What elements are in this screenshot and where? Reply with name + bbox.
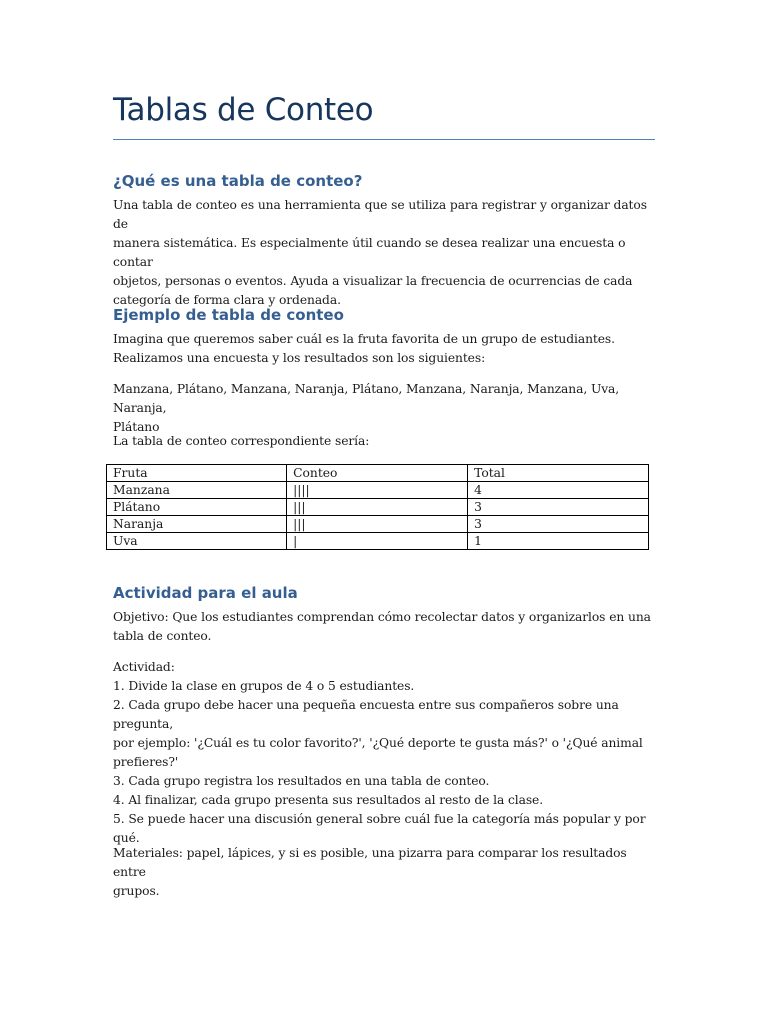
table-row xyxy=(107,516,649,533)
header-cell-conteo: Conteo xyxy=(287,465,468,482)
text-line: Imagina que queremos saber cuál es la fruta favorita de un grupo de estudiantes. xyxy=(113,332,615,346)
text-line: categoría de forma clara y ordenada. xyxy=(113,293,341,307)
paragraph-survey-results xyxy=(113,380,655,437)
heading-example: Ejemplo de tabla de conteo xyxy=(113,306,344,324)
text-line: manera sistemática. Es especialmente útil cuando se desea realizar una encuesta o contar xyxy=(113,236,626,269)
paragraph-example-intro xyxy=(113,330,655,368)
table-cell: ||| xyxy=(287,516,468,533)
list-item: por ejemplo: '¿Cuál es tu color favorito?', '¿Qué deporte te gusta más?' o '¿Qué animal xyxy=(113,736,643,750)
text-line: La tabla de conteo correspondiente sería: xyxy=(113,434,370,448)
table-cell: ||| xyxy=(287,499,468,516)
table-row xyxy=(107,482,649,499)
text-line: Materiales: papel, lápices, y si es posible, una pizarra para comparar los resultados entre xyxy=(113,846,627,879)
text-line: Plátano xyxy=(113,420,160,434)
text-line: Manzana, Plátano, Manzana, Naranja, Plátano, Manzana, Naranja, Manzana, Uva, Naranja, xyxy=(113,382,620,415)
table-row xyxy=(107,499,649,516)
table-cell: 3 xyxy=(468,516,649,533)
table-header-row xyxy=(107,465,649,482)
list-item: 3. Cada grupo registra los resultados en una tabla de conteo. xyxy=(113,774,490,788)
text-line: Realizamos una encuesta y los resultados son los siguientes: xyxy=(113,351,486,365)
text-line: objetos, personas o eventos. Ayuda a visualizar la frecuencia de ocurrencias de cada xyxy=(113,274,633,288)
table-cell: 1 xyxy=(468,533,649,550)
table-cell: Manzana xyxy=(107,482,287,499)
table-cell: |||| xyxy=(287,482,468,499)
text-line: tabla de conteo. xyxy=(113,629,212,643)
tally-table xyxy=(106,464,649,550)
list-item: 2. Cada grupo debe hacer una pequeña encuesta entre sus compañeros sobre una pregunta, xyxy=(113,698,619,731)
paragraph-table-intro xyxy=(113,432,655,451)
document-title: Tablas de Conteo xyxy=(113,92,374,128)
table-cell: Naranja xyxy=(107,516,287,533)
list-item: 5. Se puede hacer una discusión general sobre cuál fue la categoría más popular y por qué. xyxy=(113,812,646,845)
paragraph-definition xyxy=(113,196,655,310)
text-line: Objetivo: Que los estudiantes comprendan cómo recolectar datos y organizarlos en una xyxy=(113,610,651,624)
table-cell: Uva xyxy=(107,533,287,550)
table-cell: 3 xyxy=(468,499,649,516)
title-underline xyxy=(113,139,655,140)
list-item: 4. Al finalizar, cada grupo presenta sus resultados al resto de la clase. xyxy=(113,793,544,807)
table-cell: Plátano xyxy=(107,499,287,516)
table-cell: 4 xyxy=(468,482,649,499)
heading-what-is: ¿Qué es una tabla de conteo? xyxy=(113,172,363,190)
list-item: prefieres?' xyxy=(113,755,179,769)
header-cell-fruta: Fruta xyxy=(107,465,287,482)
paragraph-objective xyxy=(113,608,655,646)
table-cell: | xyxy=(287,533,468,550)
header-cell-total: Total xyxy=(468,465,649,482)
heading-activity: Actividad para el aula xyxy=(113,584,298,602)
list-item: Actividad: xyxy=(113,660,175,674)
paragraph-materials xyxy=(113,844,655,901)
table-row xyxy=(107,533,649,550)
text-line: grupos. xyxy=(113,884,160,898)
activity-steps-list xyxy=(113,658,655,848)
text-line: Una tabla de conteo es una herramienta que se utiliza para registrar y organizar datos de xyxy=(113,198,647,231)
list-item: 1. Divide la clase en grupos de 4 o 5 estudiantes. xyxy=(113,679,415,693)
